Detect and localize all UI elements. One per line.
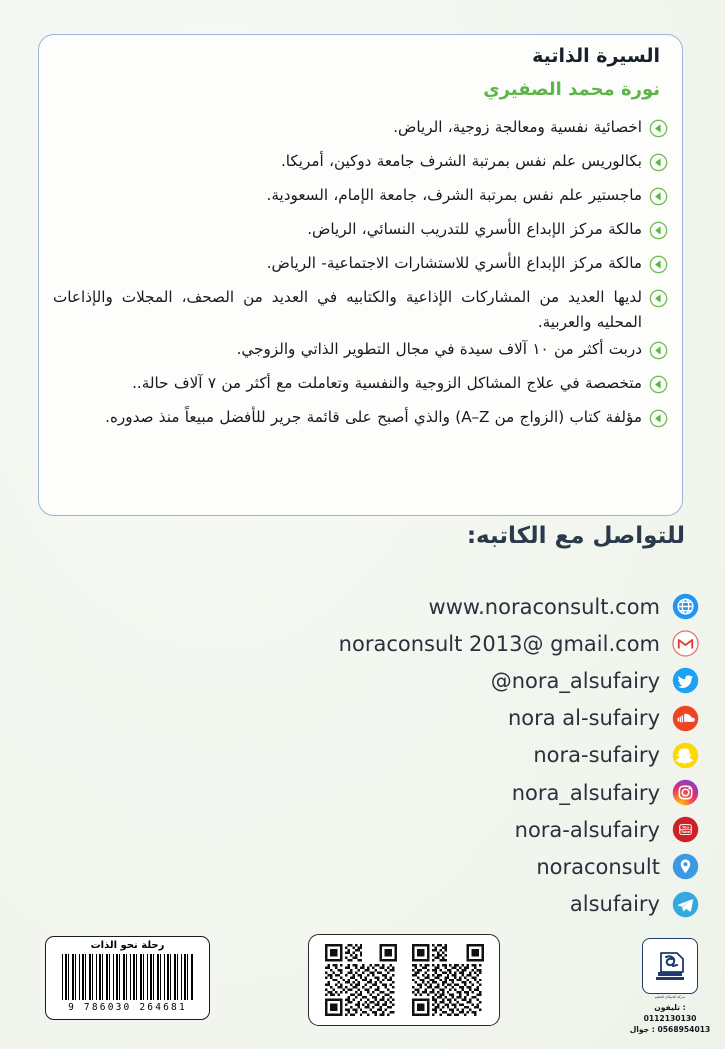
list-item (53, 403, 668, 436)
publisher-contact (627, 1002, 713, 1035)
qr-card (308, 934, 500, 1026)
snapchat-icon (672, 742, 699, 769)
contact-row-instagram[interactable] (299, 774, 699, 811)
contact-row-snapchat[interactable] (299, 737, 699, 774)
circle-left-arrow-icon (649, 375, 668, 394)
list-item (53, 283, 668, 334)
globe-icon (672, 593, 699, 620)
contact-list (299, 588, 699, 923)
gmail-icon (672, 630, 699, 657)
contact-label: nora_alsufairy (511, 780, 660, 805)
contact-row-twitter[interactable] (299, 662, 699, 699)
qr-code-icon[interactable] (412, 944, 484, 1016)
circle-left-arrow-icon (649, 153, 668, 172)
circle-left-arrow-icon (649, 409, 668, 428)
svg-text:You: You (681, 825, 690, 830)
publisher-phone-line (627, 1002, 713, 1024)
circle-left-arrow-icon (649, 119, 668, 138)
cv-card (38, 34, 683, 516)
list-item-text: مالكة مركز الإبداع الأسري للاستشارات الاجتماعية- الرياض. (266, 254, 642, 272)
list-item-text: لديها العديد من المشاركات الإذاعية والكتابيه في العديد من الصحف، المجلات والإذاعات المحليه والعربية. (53, 288, 642, 331)
publisher-mobile-value: 0568954013 (657, 1025, 711, 1034)
contact-label: nora al-sufairy (507, 706, 660, 731)
contact-label: alsufairy (569, 892, 660, 917)
list-item-text: دربت أكثر من ١٠ آلاف سيدة في مجال التطوير الذاتي والزوجي. (236, 340, 642, 359)
contact-row-location[interactable] (299, 848, 699, 885)
telegram-icon (672, 891, 699, 918)
soundcloud-icon (672, 705, 699, 732)
contact-row-soundcloud[interactable] (299, 700, 699, 737)
contact-label: noraconsult (536, 854, 660, 879)
contact-row-email[interactable] (299, 625, 699, 662)
publisher-phone-label: تليفون : (654, 1003, 686, 1012)
list-item (53, 249, 668, 282)
contact-heading: للتواصل مع الكاتبه: (466, 523, 685, 549)
barcode-digits: 9 786030 264681 (68, 1002, 187, 1013)
barcode-box (45, 936, 210, 1020)
barcode-bars (62, 954, 194, 1000)
contact-row-youtube[interactable] (299, 811, 699, 848)
list-item (53, 147, 668, 180)
publisher-block (627, 938, 713, 1035)
youtube-icon (672, 816, 699, 843)
publisher-phone-value: 0112130130 (643, 1014, 697, 1023)
author-name: نورة محمد الصفيري (483, 79, 660, 100)
contact-row-website[interactable] (299, 588, 699, 625)
list-item (53, 113, 668, 146)
circle-left-arrow-icon (649, 187, 668, 206)
circle-left-arrow-icon (649, 221, 668, 240)
circle-left-arrow-icon (649, 289, 668, 308)
list-item-text: مالكة مركز الإبداع الأسري للتدريب النسائي، الرياض. (307, 220, 642, 238)
contact-label: noraconsult 2013@ gmail.com (338, 631, 660, 656)
list-item-text: اخصائية نفسية ومعالجة زوجية، الرياض. (393, 118, 642, 136)
cv-bullet-list (53, 113, 668, 437)
list-item-text: بكالوريس علم نفس بمرتبة الشرف جامعة دوكين، أمريكا. (280, 152, 642, 170)
list-item (53, 369, 668, 402)
publisher-mobile-line (627, 1024, 713, 1035)
qr-code-icon[interactable] (325, 944, 397, 1016)
publisher-logo-caption: شركة العبيكان للتعليم (654, 995, 686, 999)
instagram-icon (672, 779, 699, 806)
list-item-text: ماجستير علم نفس بمرتبة الشرف، جامعة الإمام، السعودية. (266, 186, 642, 204)
contact-label: @nora_alsufairy (490, 668, 660, 693)
contact-row-telegram[interactable] (299, 886, 699, 923)
circle-left-arrow-icon (649, 255, 668, 274)
publisher-logo-icon (642, 938, 698, 994)
circle-left-arrow-icon (649, 341, 668, 360)
contact-label: nora-sufairy (533, 743, 660, 768)
cv-title: السيرة الذاتية (532, 45, 660, 67)
list-item (53, 181, 668, 214)
publisher-mobile-label: جوال : (629, 1025, 655, 1034)
contact-label: nora-alsufairy (514, 817, 660, 842)
list-item-text: مؤلفة كتاب (الزواج من A–Z) والذي أصبح على قائمة جرير للأفضل مبيعاً منذ صدوره. (105, 408, 642, 427)
list-item (53, 335, 668, 368)
list-item-text: متخصصة في علاج المشاكل الزوجية والنفسية وتعاملت مع أكثر من ٧ آلاف حالة.. (132, 374, 642, 393)
contact-label: www.noraconsult.com (428, 594, 660, 619)
location-pin-icon (672, 853, 699, 880)
barcode-title: رحلة نحو الذات (90, 940, 165, 951)
twitter-icon (672, 667, 699, 694)
svg-text:Tube: Tube (680, 830, 691, 835)
list-item (53, 215, 668, 248)
